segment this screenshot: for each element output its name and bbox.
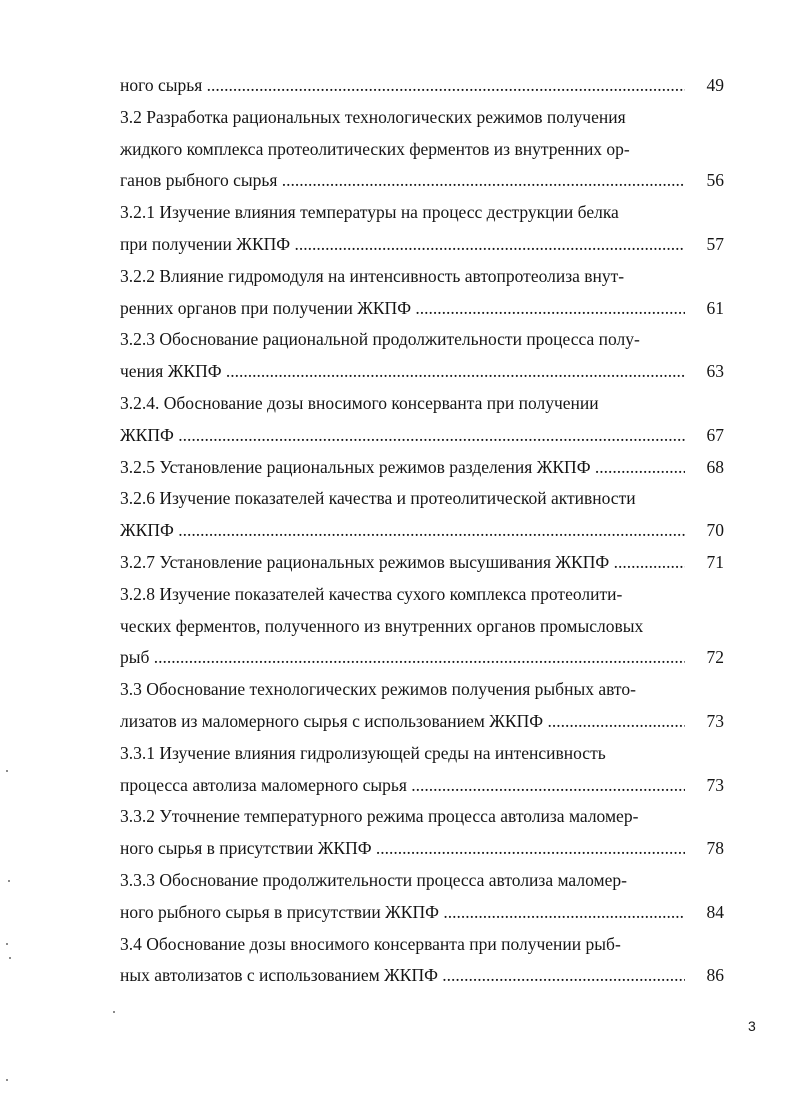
- toc-entry-line: [120, 519, 685, 541]
- toc-page-number: 67: [706, 424, 724, 445]
- toc-entry-text: 3.2.7 Установление рациональных режимов высушивания ЖКПФ .....: [120, 552, 685, 572]
- toc-entry-text: 3.3.3 Обоснование продолжительности процесса автолиза маломер-: [120, 870, 627, 890]
- toc-entry-line: [120, 424, 685, 446]
- toc-entry-line: [120, 774, 685, 796]
- toc-entry-text: 3.3.1 Изучение влияния гидролизующей среды на интенсивность: [120, 742, 606, 763]
- toc-entry-text: 3.2.2 Влияние гидромодуля на интенсивность автопротеолиза внут-: [120, 265, 625, 286]
- toc-entry-line: [120, 551, 685, 573]
- toc-entry-line: [120, 169, 685, 191]
- toc-page-number: 61: [706, 297, 724, 318]
- toc-entry-text: рыб .....: [120, 647, 685, 667]
- toc-entry-line: [120, 933, 695, 955]
- toc-entry-line: [120, 233, 685, 255]
- toc-entry-line: [120, 742, 695, 764]
- toc-entry-text: 3.2.3 Обоснование рациональной продолжительности процесса полу-: [120, 329, 640, 350]
- toc-page-number: 86: [706, 965, 724, 986]
- toc-page-number: 63: [706, 361, 724, 382]
- scan-speck: [9, 957, 11, 959]
- toc-entry-text: жидкого комплекса протеолитических ферментов из внутренних ор-: [120, 138, 630, 159]
- toc-page-number: 73: [706, 774, 724, 795]
- toc-entry-line: [120, 583, 695, 605]
- toc-entry-text: 3.2.6 Изучение показателей качества и протеолитической активности: [120, 488, 636, 509]
- toc-entry-text: ЖКПФ .....: [120, 520, 685, 540]
- toc-entry-line: [120, 328, 695, 350]
- toc-entry-text: чения ЖКПФ .....: [120, 361, 685, 381]
- toc-entry-text: 3.2.8 Изучение показателей качества сухого комплекса протеолити-: [120, 583, 623, 604]
- toc-entry-line: [120, 901, 685, 923]
- scan-speck: [8, 880, 10, 882]
- toc-entry-text: 3.2 Разработка рациональных технологических режимов получения: [120, 106, 626, 127]
- toc-page-number: 72: [706, 647, 724, 668]
- toc-entry-text: процесса автолиза маломерного сырья .....: [120, 775, 685, 795]
- toc-entry-text: при получении ЖКПФ .....: [120, 234, 685, 254]
- toc-entry-line: [120, 456, 685, 478]
- toc-entry-line: [120, 392, 695, 414]
- toc-entry-line: [120, 710, 685, 732]
- toc-entry-line: [120, 646, 685, 668]
- toc-entry-line: [120, 138, 695, 160]
- toc-entry-line: [120, 74, 685, 96]
- toc-entry-line: [120, 487, 695, 509]
- toc-entry-line: [120, 201, 695, 223]
- toc-entry-text: 3.2.4. Обоснование дозы вносимого консерванта при получении: [120, 393, 599, 413]
- toc-entry-text: ного сырья .....: [120, 75, 685, 95]
- toc-entry-line: [120, 869, 695, 891]
- toc-entry-line: [120, 297, 685, 319]
- toc-page-number: 73: [706, 711, 724, 731]
- toc-entry-line: [120, 615, 695, 637]
- scan-speck: [113, 1011, 115, 1013]
- toc-page-number: 56: [706, 170, 724, 191]
- toc-entry-text: ЖКПФ .....: [120, 425, 685, 445]
- toc-entry-line: [120, 964, 685, 986]
- toc-page-number: 78: [706, 838, 724, 859]
- toc-entry-line: [120, 360, 685, 382]
- toc-entry-line: [120, 837, 685, 859]
- toc-page-number: 49: [706, 75, 724, 95]
- toc-entry-text: ганов рыбного сырья .....: [120, 170, 685, 190]
- toc-entry-text: ческих ферментов, полученного из внутренних органов промысловых: [120, 615, 644, 636]
- scan-speck: [6, 770, 8, 772]
- scan-speck: [6, 943, 8, 945]
- toc-entry-text: 3.2.5 Установление рациональных режимов разделения ЖКПФ .....: [120, 457, 685, 477]
- toc-entry-text: 3.2.1 Изучение влияния температуры на процесс деструкции белка: [120, 202, 619, 223]
- toc-page-number: 70: [706, 520, 724, 541]
- toc-entry-text: 3.4 Обоснование дозы вносимого консерванта при получении рыб-: [120, 933, 621, 954]
- toc-entry-line: [120, 805, 695, 827]
- page-number: 3: [748, 1018, 756, 1034]
- toc-entry-text: 3.3 Обоснование технологических режимов получения рыбных авто-: [120, 679, 636, 700]
- scan-speck: [6, 1079, 8, 1081]
- toc-entry-text: лизатов из маломерного сырья с использованием ЖКПФ .....: [120, 711, 685, 731]
- toc-entry-line: [120, 265, 695, 287]
- toc-entry-text: ного рыбного сырья в присутствии ЖКПФ .....: [120, 902, 685, 922]
- toc-entry-text: ренних органов при получении ЖКПФ .....: [120, 298, 685, 318]
- toc-entry-line: [120, 678, 695, 700]
- toc-entry-text: ного сырья в присутствии ЖКПФ .....: [120, 838, 685, 858]
- toc-entry-text: ных автолизатов с использованием ЖКПФ .....: [120, 965, 685, 985]
- toc-page-number: 84: [706, 901, 724, 922]
- toc-entry-text: 3.3.2 Уточнение температурного режима процесса автолиза маломер-: [120, 806, 639, 827]
- toc-page-number: 68: [706, 456, 724, 477]
- toc-page-number: 57: [706, 234, 724, 254]
- toc-page-number: 71: [706, 552, 724, 572]
- toc-entry-line: [120, 106, 695, 128]
